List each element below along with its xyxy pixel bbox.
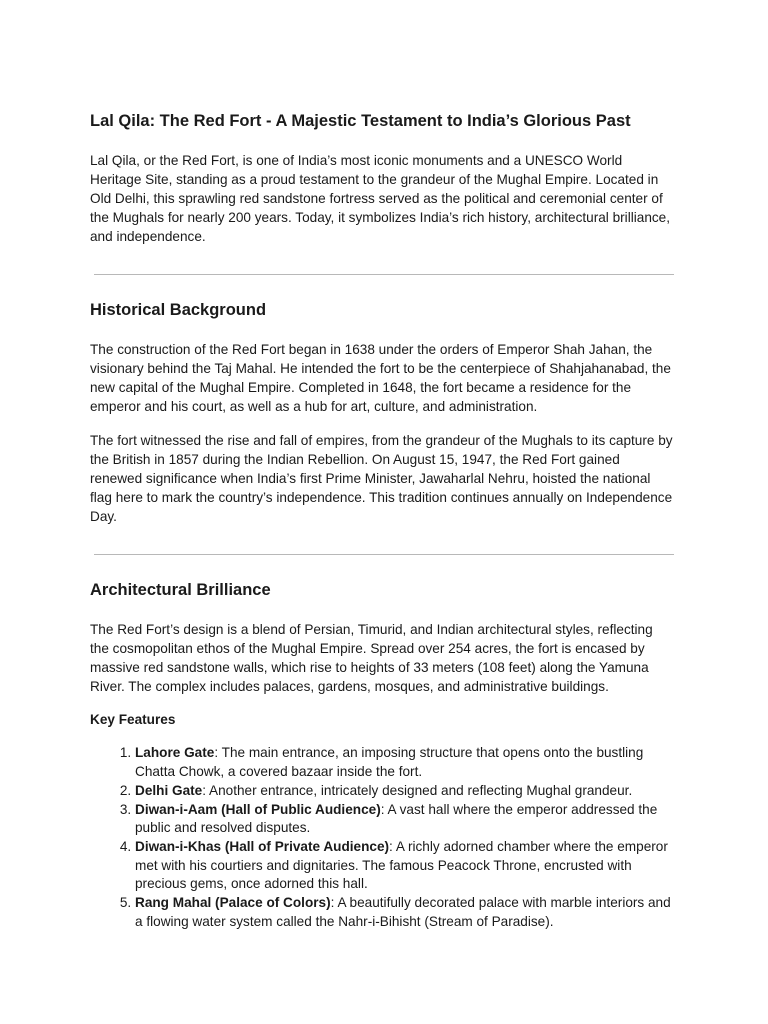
section-divider [94,554,674,555]
feature-name: Diwan-i-Aam (Hall of Public Audience) [135,801,381,817]
history-heading: Historical Background [90,301,267,319]
feature-description: : A richly adorned chamber where the emperor met with his courtiers and dignitaries. The famous Peacock Throne, encrusted with precious gems, once adorned this hall. [135,839,668,891]
feature-name: Lahore Gate [135,745,215,760]
list-item [135,838,674,894]
document-title: Lal Qila: The Red Fort - A Majestic Testament to India’s Glorious Past [90,112,631,130]
architecture-heading: Architectural Brilliance [90,581,271,599]
feature-description: : The main entrance, an imposing structure that opens onto the bustling Chatta Chowk, a covered bazaar inside the fort. [135,745,644,779]
list-item [135,801,674,838]
list-item [135,782,674,801]
section-divider [94,274,674,275]
architecture-paragraph: The Red Fort’s design is a blend of Persian, Timurid, and Indian architectural styles, reflecting the cosmopolitan ethos of the Mughal Empire. Spread over 254 acres, the fort is encased by massive red sandstone walls, which rise to heights of 33 meters (108 feet) along the Yamuna River. The complex includes palaces, gardens, mosques, and administrative buildings. [90,622,653,694]
feature-description: : A vast hall where the emperor addressed the public and resolved disputes. [135,801,658,835]
list-item [135,894,674,931]
feature-name: Diwan-i-Khas (Hall of Private Audience) [135,839,390,854]
feature-description: : A beautifully decorated palace with marble interiors and a flowing water system called the Nahr-i-Bihisht (Stream of Paradise). [135,895,671,929]
feature-description: : Another entrance, intricately designed and reflecting Mughal grandeur. [202,782,633,798]
history-paragraph: The fort witnessed the rise and fall of empires, from the grandeur of the Mughals to its capture by the British in 1857 during the Indian Rebellion. On August 15, 1947, the Red Fort gained renewed significance when India’s first Prime Minister, Jawaharlal Nehru, hoisted the national flag here to mark the country’s independence. This tradition continues annually on Independence Day. [90,433,673,524]
features-list [90,744,674,931]
list-item [135,744,674,781]
feature-name: Delhi Gate [135,782,203,798]
intro-paragraph: Lal Qila, or the Red Fort, is one of India’s most iconic monuments and a UNESCO World Heritage Site, standing as a proud testament to the grandeur of the Mughal Empire. Located in Old Delhi, this sprawling red sandstone fortress served as the political and ceremonial center of the Mughals for nearly 200 years. Today, it symbolizes India’s rich history, architectural brilliance, and independence. [90,153,671,244]
feature-name: Rang Mahal (Palace of Colors) [135,895,331,910]
history-paragraph: The construction of the Red Fort began in 1638 under the orders of Emperor Shah Jahan, the visionary behind the Taj Mahal. He intended the fort to be the centerpiece of Shahjahanabad, the new capital of the Mughal Empire. Completed in 1648, the fort became a residence for the emperor and his court, as well as a hub for art, culture, and administration. [90,342,671,414]
key-features-heading: Key Features [90,712,176,727]
